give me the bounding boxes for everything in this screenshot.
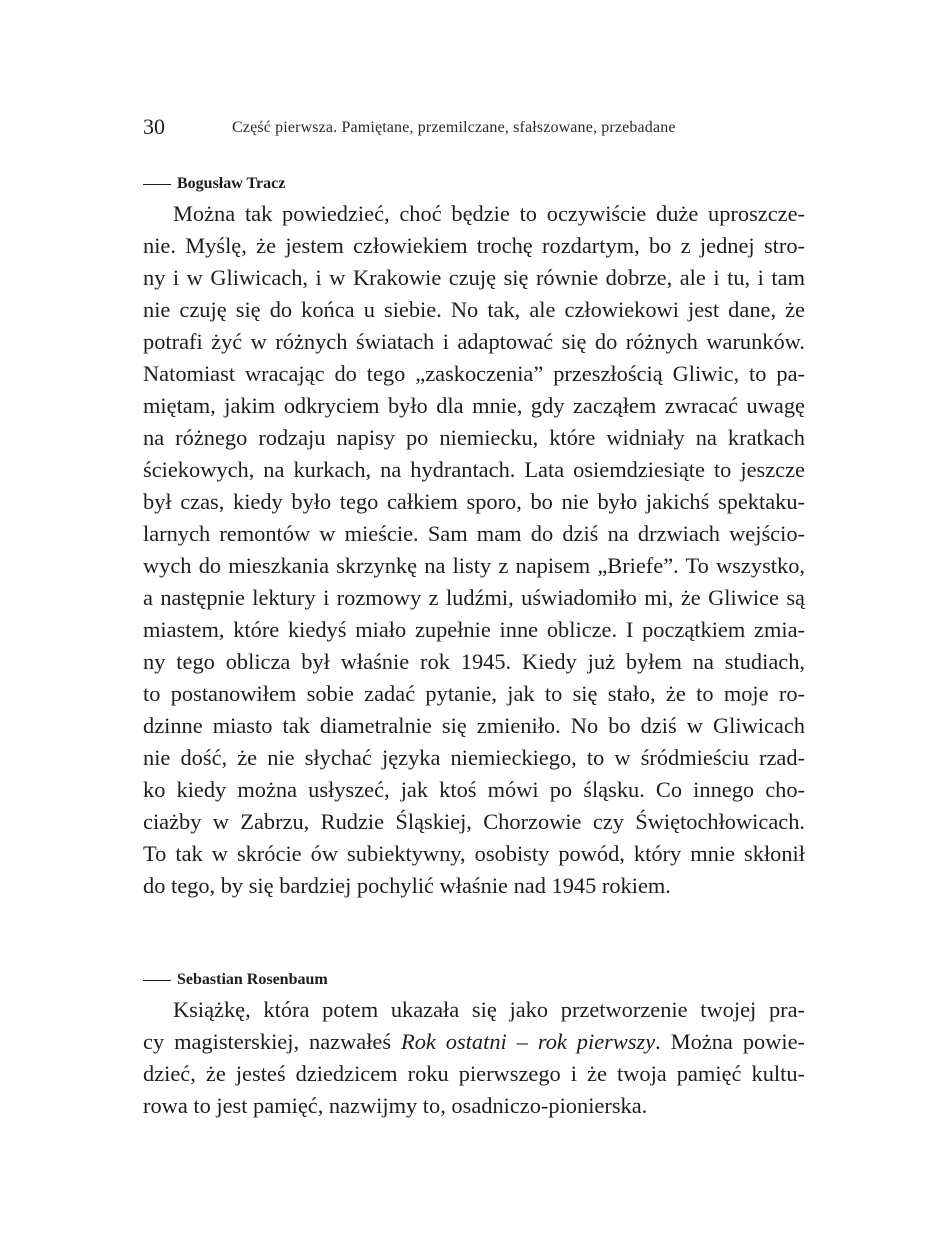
text-line: nie czuję się do końca u siebie. No tak, ale człowiekowi jest dane, że bbox=[143, 297, 805, 322]
text-line: do tego, by się bardziej pochylić właśnie nad 1945 rokiem. bbox=[143, 873, 671, 898]
text-line: nie. Myślę, że jestem człowiekiem trochę rozdartym, bo z jednej stro- bbox=[143, 233, 805, 258]
text-line: To tak w skrócie ów subiektywny, osobisty powód, który mnie skłonił bbox=[143, 841, 805, 866]
text-line: na różnego rodzaju napisy po niemiecku, które widniały na kratkach bbox=[143, 425, 805, 450]
running-head bbox=[143, 114, 805, 140]
text-line: miętam, jakim odkryciem było dla mnie, gdy zacząłem zwracać uwagę bbox=[143, 393, 805, 418]
speaker-name: Bogusław Tracz bbox=[177, 175, 286, 192]
text-fragment: cy magisterskiej, nazwałeś bbox=[143, 1029, 402, 1054]
text-line: Natomiast wracając do tego „zaskoczenia” przeszłością Gliwic, to pa- bbox=[143, 361, 805, 386]
text-line: a następnie lektury i rozmowy z ludźmi, uświadomiło mi, że Gliwice są bbox=[143, 585, 805, 610]
text-line: to postanowiłem sobie zadać pytanie, jak to się stało, że to moje ro- bbox=[143, 681, 805, 706]
em-dash-rule bbox=[143, 980, 171, 981]
text-line: ny tego oblicza był właśnie rok 1945. Kiedy już byłem na studiach, bbox=[143, 649, 805, 674]
speaker-paragraph bbox=[143, 198, 805, 902]
text-line: ny i w Gliwicach, i w Krakowie czuję się równie dobrze, ale i tu, i tam bbox=[143, 265, 805, 290]
book-title: Rok ostatni – rok pierwszy bbox=[401, 1029, 656, 1054]
text-line: Książkę, która potem ukazała się jako przetworzenie twojej pra- bbox=[173, 997, 805, 1022]
text-line: wych do mieszkania skrzynkę na listy z napisem „Briefe”. To wszystko, bbox=[143, 553, 805, 578]
speaker-heading bbox=[143, 969, 328, 991]
text-line: potrafi żyć w różnych światach i adaptować się do różnych warunków. bbox=[143, 329, 805, 354]
text-line: dzinne miasto tak diametralnie się zmieniło. No bo dziś w Gliwicach bbox=[143, 713, 805, 738]
speaker-paragraph bbox=[143, 994, 805, 1122]
speaker-heading bbox=[143, 173, 285, 195]
text-line: był czas, kiedy było tego całkiem sporo, bo nie było jakichś spektaku- bbox=[143, 489, 805, 514]
text-fragment: . Można powie- bbox=[655, 1029, 805, 1054]
text-line: ciażby w Zabrzu, Rudzie Śląskiej, Chorzowie czy Świętochłowicach. bbox=[143, 809, 805, 834]
text-line: larnych remontów w mieście. Sam mam do dziś na drzwiach wejścio- bbox=[143, 521, 805, 546]
page-number: 30 bbox=[143, 114, 165, 139]
text-line: ko kiedy można usłyszeć, jak ktoś mówi po śląsku. Co innego cho- bbox=[143, 777, 805, 802]
em-dash-rule bbox=[143, 184, 171, 185]
speaker-name: Sebastian Rosenbaum bbox=[177, 971, 328, 988]
text-line: miastem, które kiedyś miało zupełnie inne oblicze. I początkiem zmia- bbox=[143, 617, 805, 642]
text-line: nie dość, że nie słychać języka niemieckiego, to w śródmieściu rzad- bbox=[143, 745, 805, 770]
text-line-with-book-title bbox=[143, 1026, 805, 1058]
text-line: dzieć, że jesteś dziedzicem roku pierwszego i że twoja pamięć kultu- bbox=[143, 1061, 805, 1086]
text-line: rowa to jest pamięć, nazwijmy to, osadniczo-pionierska. bbox=[143, 1093, 648, 1118]
text-line: ściekowych, na kurkach, na hydrantach. Lata osiemdziesiąte to jeszcze bbox=[143, 457, 805, 482]
chapter-title: Część pierwsza. Pamiętane, przemilczane, sfałszowane, przebadane bbox=[232, 119, 676, 136]
text-line: Można tak powiedzieć, choć będzie to oczywiście duże uproszcze- bbox=[173, 201, 805, 226]
